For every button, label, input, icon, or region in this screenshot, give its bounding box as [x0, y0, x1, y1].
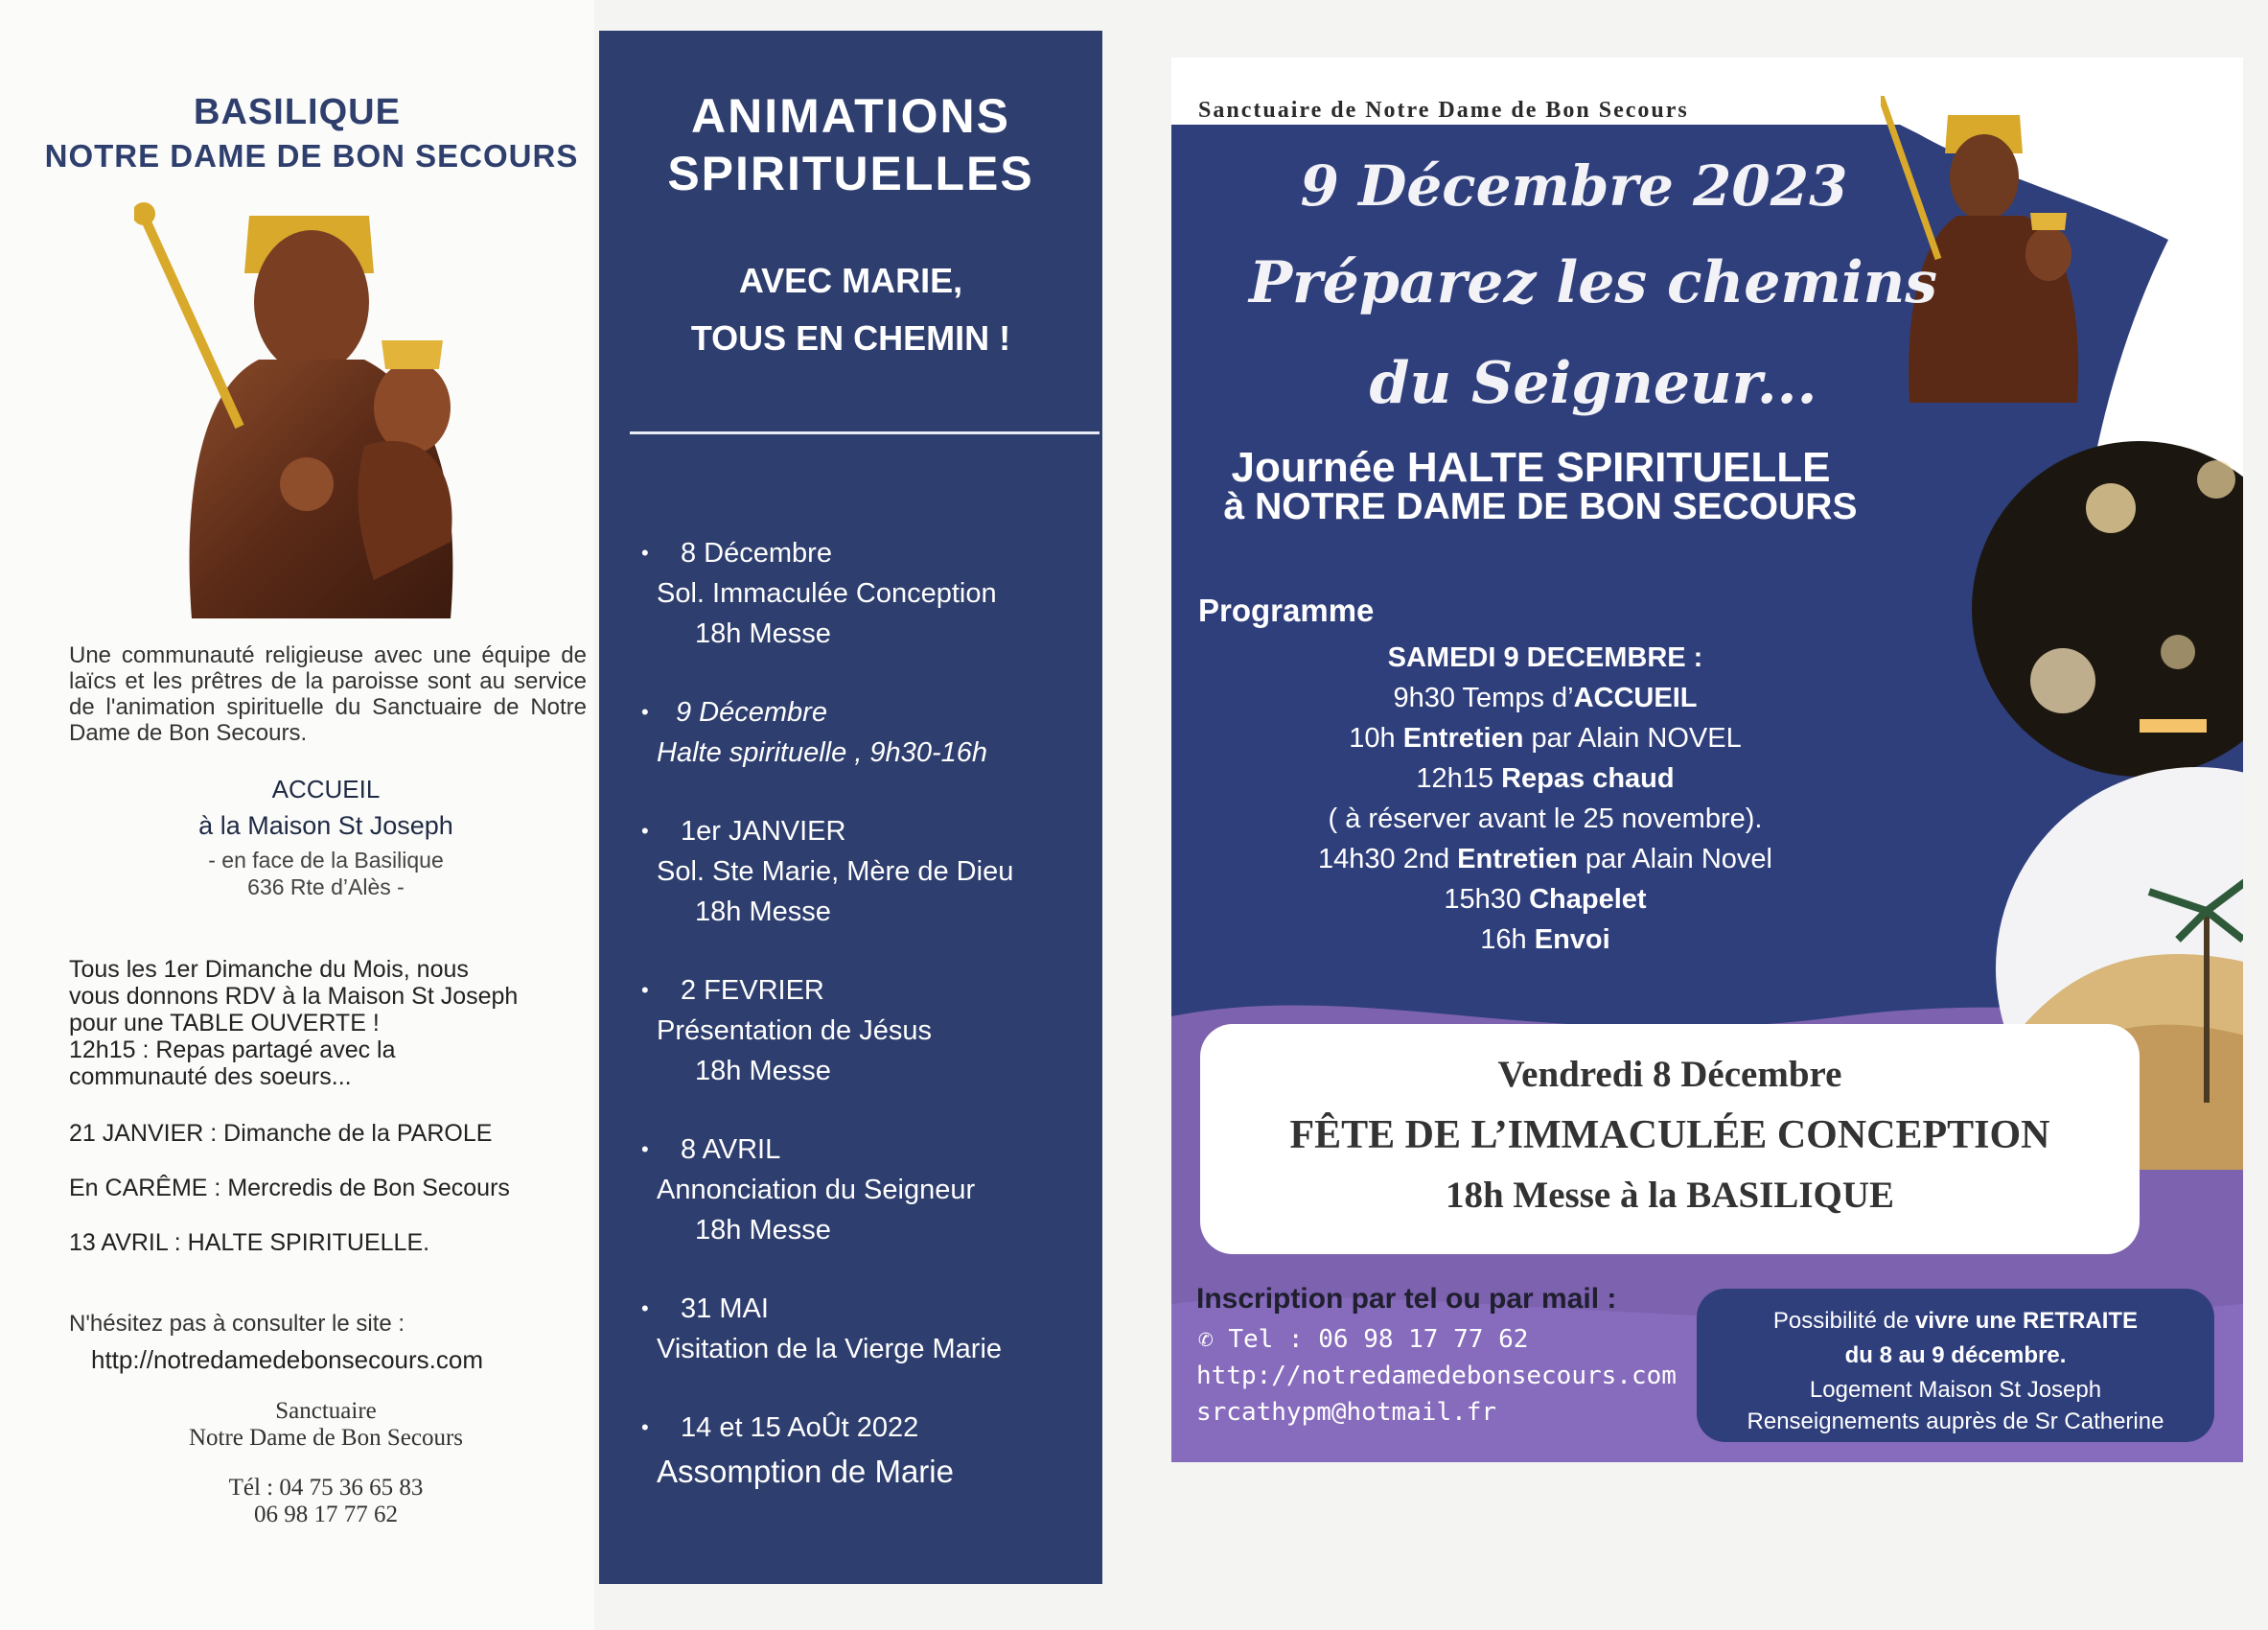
poster-url[interactable]: http://notredamedebonsecours.com — [1196, 1362, 1677, 1390]
poster-phone: ✆ Tel : 06 98 17 77 62 — [1198, 1325, 1529, 1354]
bullet-icon: • — [641, 700, 649, 724]
bullet-icon: • — [641, 1415, 649, 1439]
careme-line: En CARÊME : Mercredis de Bon Secours — [69, 1175, 510, 1201]
programme-label: Programme — [1198, 593, 1375, 628]
en-face-label: - en face de la Basilique — [208, 848, 444, 873]
program-line-1: 9h30 Temps d’ACCUEIL — [1393, 683, 1698, 713]
event-item: • 31 MAI Visitation de la Vierge Marie — [657, 1289, 1098, 1369]
retraite-line-1: Possibilité de vivre une RETRAITE — [1772, 1308, 2139, 1334]
theme-line-1: Préparez les chemins — [1248, 249, 1938, 316]
event-item: • 9 Décembre Halte spirituelle , 9h30-16h — [657, 692, 1098, 773]
vendredi-line: Vendredi 8 Décembre — [1497, 1054, 1842, 1095]
vendredi-card — [1200, 1024, 2140, 1254]
fete-line: FÊTE DE L’IMMACULÉE CONCEPTION — [1289, 1113, 2050, 1157]
accueil-label: ACCUEIL — [271, 775, 381, 803]
halte-line: 13 AVRIL : HALTE SPIRITUELLE. — [69, 1229, 430, 1256]
intro-text: Une communauté religieuse avec une équipe de laïcs et les prêtres de la paroisse sont au service de l'animation spirituelle du Sanctuaire de Notre Dame de Bon Secours. — [69, 642, 587, 746]
tous-en-chemin-line: TOUS EN CHEMIN ! — [690, 318, 1011, 358]
repas-line-1: 12h15 : Repas partagé avec la — [69, 1036, 396, 1063]
program-line-6: 15h30 Chapelet — [1444, 884, 1647, 915]
consulter-line: N'hésitez pas à consulter le site : — [69, 1311, 405, 1337]
event-item: • 8 AVRIL Annonciation du Seigneur 18h Messe — [657, 1129, 1098, 1250]
website-link[interactable]: http://notredamedebonsecours.com — [91, 1345, 484, 1374]
dimanche-line-2: vous donnons RDV à la Maison St Joseph — [69, 983, 519, 1010]
program-line-2: 10h Entretien par Alain NOVEL — [1349, 723, 1742, 754]
divider — [630, 431, 1099, 434]
program-line-4: ( à réserver avant le 25 novembre). — [1328, 803, 1763, 834]
phone-icon: ✆ — [1198, 1325, 1229, 1354]
phone-1: Tél : 04 75 36 65 83 — [228, 1475, 424, 1501]
dimanche-line-1: Tous les 1er Dimanche du Mois, nous — [69, 956, 469, 983]
bullet-icon: • — [641, 541, 649, 565]
event-item: • 2 FEVRIER Présentation de Jésus 18h Messe — [657, 970, 1098, 1091]
samedi-line: SAMEDI 9 DECEMBRE : — [1387, 642, 1703, 673]
spirituelles-title: SPIRITUELLES — [667, 147, 1034, 200]
bullet-icon: • — [641, 978, 649, 1002]
basilique-subtitle: NOTRE DAME DE BON SECOURS — [44, 138, 579, 174]
bullet-icon: • — [641, 819, 649, 843]
dimanche-line-3: pour une TABLE OUVERTE ! — [69, 1010, 380, 1036]
parole-line: 21 JANVIER : Dimanche de la PAROLE — [69, 1120, 493, 1147]
theme-line-2: du Seigneur... — [1369, 350, 1817, 417]
journee-line-1: Journée HALTE SPIRITUELLE — [1231, 444, 1831, 491]
program-line-3: 12h15 Repas chaud — [1416, 763, 1675, 794]
poster-email[interactable]: srcathypm@hotmail.fr — [1196, 1398, 1497, 1427]
event-item: • 1er JANVIER Sol. Ste Marie, Mère de Dieu 18h Messe — [657, 811, 1098, 932]
messe-line: 18h Messe à la BASILIQUE — [1445, 1175, 1895, 1216]
middle-panel — [599, 31, 1102, 1584]
journee-line-2: à NOTRE DAME DE BON SECOURS — [1223, 486, 1858, 527]
retraite-line-3: Logement Maison St Joseph — [1809, 1377, 2102, 1403]
phone-2: 06 98 17 77 62 — [254, 1502, 398, 1527]
program-line-7: 16h Envoi — [1480, 924, 1610, 955]
sanctuaire-header: Sanctuaire de Notre Dame de Bon Secours — [1198, 98, 1689, 123]
retraite-line-2: du 8 au 9 décembre. — [1844, 1342, 2067, 1368]
sanctuaire-line-1: Sanctuaire — [275, 1398, 377, 1424]
maison-label: à la Maison St Joseph — [198, 811, 453, 840]
retraite-box — [1697, 1289, 2214, 1442]
avec-marie-line: AVEC MARIE, — [738, 261, 963, 300]
animations-title: ANIMATIONS — [691, 89, 1010, 143]
inscription-label: Inscription par tel ou par mail : — [1196, 1283, 1617, 1315]
program-line-5: 14h30 2nd Entretien par Alain Novel — [1318, 844, 1772, 874]
event-item: • 14 et 15 AoÛt 2022 Assomption de Marie — [657, 1408, 1098, 1496]
left-panel — [0, 0, 594, 1630]
virgin-statue-image — [134, 177, 498, 628]
event-item: • 8 Décembre Sol. Immaculée Conception 18h Messe — [657, 533, 1098, 654]
bullet-icon: • — [641, 1296, 649, 1320]
poster-date: 9 Décembre 2023 — [1300, 153, 1848, 219]
sanctuaire-line-2: Notre Dame de Bon Secours — [188, 1425, 464, 1451]
poster-panel — [1171, 58, 2243, 1462]
repas-line-2: communauté des soeurs... — [69, 1063, 352, 1090]
address-label: 636 Rte d’Alès - — [247, 874, 405, 899]
basilique-title: BASILIQUE — [194, 92, 401, 132]
retraite-line-4: Renseignements auprès de Sr Catherine — [1747, 1409, 2164, 1434]
bullet-icon: • — [641, 1137, 649, 1161]
